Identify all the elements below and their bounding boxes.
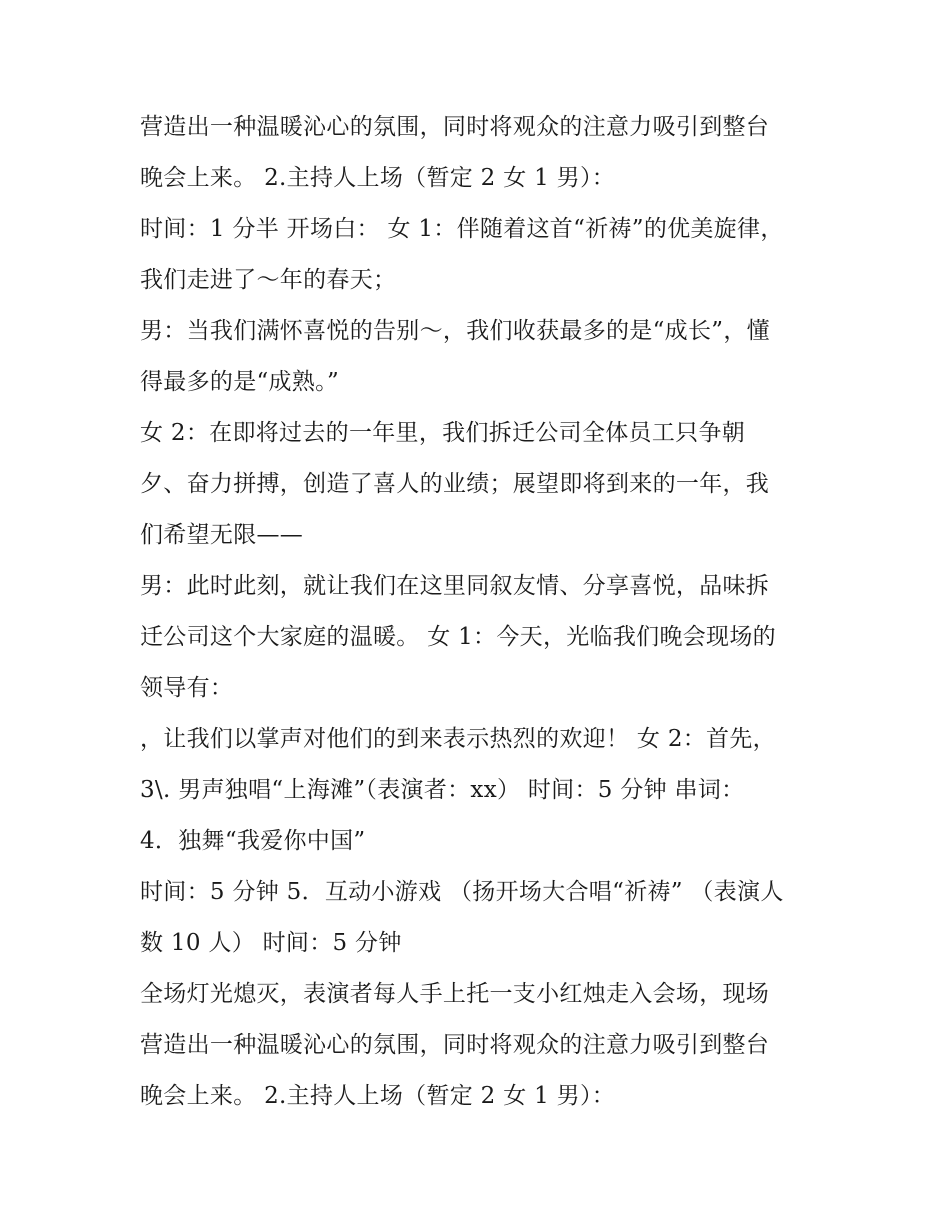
text-line: 们希望无限—— [140,522,304,548]
text-line: 营造出一种温暖沁心的氛围，同时将观众的注意力吸引到整台 [140,1032,770,1058]
text-line: 领导有： [140,675,234,701]
text-line: ，让我们以掌声对他们的到来表示热烈的欢迎！ 女 2：首先， [140,726,776,752]
text-line: 时间：5 分钟 5．互动小游戏 （扬开场大合唱“祈祷” （表演人 [140,879,784,905]
text-line: 男：当我们满怀喜悦的告别～，我们收获最多的是“成长”，懂 [140,318,770,344]
text-line: 晚会上来。 2.主持人上场（暂定 2 女 1 男）： [140,1083,616,1109]
text-line: 迁公司这个大家庭的温暖。 女 1：今天，光临我们晚会现场的 [140,624,776,650]
text-line: 男：此时此刻，就让我们在这里同叙友情、分享喜悦，品味拆 [140,573,770,599]
text-line: 我们走进了～年的春天； [140,267,397,293]
text-line: 全场灯光熄灭，表演者每人手上托一支小红烛走入会场，现场 [140,981,770,1007]
text-line: 女 2：在即将过去的一年里，我们拆迁公司全体员工只争朝 [140,420,746,446]
text-line: 3\. 男声独唱“上海滩”（表演者：xx） 时间：5 分钟 串词： [140,777,745,803]
text-line: 营造出一种温暖沁心的氛围，同时将观众的注意力吸引到整台 [140,114,770,140]
text-line: 晚会上来。 2.主持人上场（暂定 2 女 1 男）： [140,165,616,191]
text-line: 夕、奋力拼搏，创造了喜人的业绩；展望即将到来的一年，我 [140,471,770,497]
text-line: 4．独舞“我爱你中国” [140,828,366,854]
text-line: 数 10 人） 时间：5 分钟 [140,930,402,956]
document-body [140,102,820,1122]
text-line: 时间：1 分半 开场白： 女 1：伴随着这首“祈祷”的优美旋律， [140,216,784,242]
text-line: 得最多的是“成熟。” [140,369,340,395]
